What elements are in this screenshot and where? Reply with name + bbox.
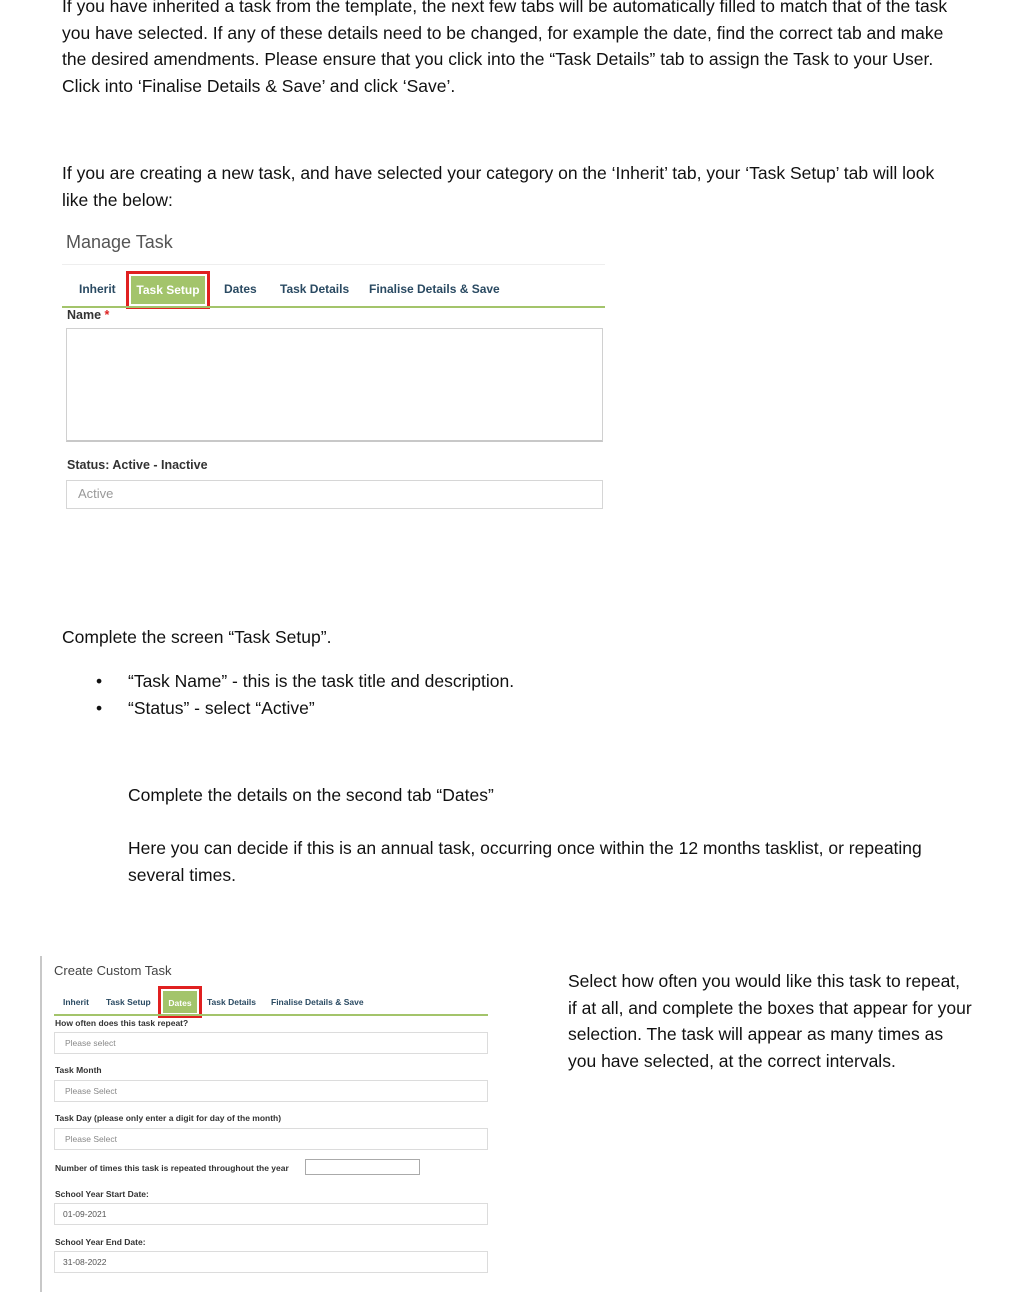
intro-paragraph: If you have inherited a task from the template, the next few tabs will be automatically filled to match that of the task you have selected. If any of these details need to be changed, for example the date, find the correct tab and make the desired amendments. Please ensure that you click into the “Task Details” tab to assign the Task to your User. Click into ‘Finalise Details & Save’ and click ‘Save’. [62,0,948,96]
create-custom-task-screenshot [40,956,490,1292]
repeat-select[interactable]: Please select [54,1032,488,1054]
name-textarea[interactable] [66,328,603,442]
tab-finalise-save[interactable]: Finalise Details & Save [271,997,364,1007]
repeat-explanation-paragraph: Select how often you would like this task to repeat, if at all, and complete the boxes that appear for your selection. The task will appear as many times as you have selected, at the correct intervals. [568,971,972,1071]
tab-task-setup[interactable] [126,271,210,309]
required-mark: * [104,308,110,322]
start-date-label: School Year Start Date: [55,1189,149,1199]
setup-bullet-list [62,668,514,721]
bullet-glyph: • [96,671,103,691]
task-day-select[interactable]: Please Select [54,1128,488,1150]
list-item: • “Status” - select “Active” [62,695,514,722]
tab-dates-label: Dates [168,998,192,1008]
tab-inherit[interactable]: Inherit [63,997,89,1007]
annual-task-paragraph: Here you can decide if this is an annual task, occurring once within the 12 months tasklist, or repeating several times. [128,838,922,885]
tab-task-setup[interactable]: Task Setup [106,997,151,1007]
manage-task-title: Manage Task [66,232,173,252]
end-date-field[interactable]: 31-08-2022 [54,1251,488,1273]
tab-dates[interactable]: Dates [224,282,257,296]
name-label: Name * [67,308,110,322]
repeat-label: How often does this task repeat? [55,1018,189,1028]
task-month-label: Task Month [55,1065,102,1075]
tab-task-setup-label: Task Setup [136,283,200,297]
manage-task-screenshot [62,226,607,516]
status-label: Status: Active - Inactive [67,458,208,472]
new-task-paragraph: If you are creating a new task, and have selected your category on the ‘Inherit’ tab, your ‘Task Setup’ tab will look like the below: [62,163,935,210]
bullet-glyph: • [96,697,103,718]
tab-task-details[interactable]: Task Details [280,282,350,296]
tab-task-details[interactable]: Task Details [207,997,256,1007]
task-day-label: Task Day (please only enter a digit for day of the month) [55,1113,282,1123]
task-month-select[interactable]: Please Select [54,1080,488,1102]
end-date-label: School Year End Date: [55,1237,146,1247]
repeat-count-label: Number of times this task is repeated throughout the year [55,1163,289,1173]
tab-inherit[interactable]: Inherit [79,282,116,296]
tab-finalise-save[interactable]: Finalise Details & Save [369,282,500,296]
tab-underline [62,306,605,308]
create-custom-task-title: Create Custom Task [54,963,172,978]
list-item: • “Task Name” - this is the task title and description. [62,668,514,695]
status-select[interactable]: Active [66,480,603,509]
repeat-count-input[interactable] [305,1159,420,1175]
start-date-field[interactable]: 01-09-2021 [54,1203,488,1225]
tab-underline [54,1014,488,1016]
complete-setup-paragraph: Complete the screen “Task Setup”. [62,627,332,647]
dates-tab-paragraph: Complete the details on the second tab “Dates” [128,785,494,805]
